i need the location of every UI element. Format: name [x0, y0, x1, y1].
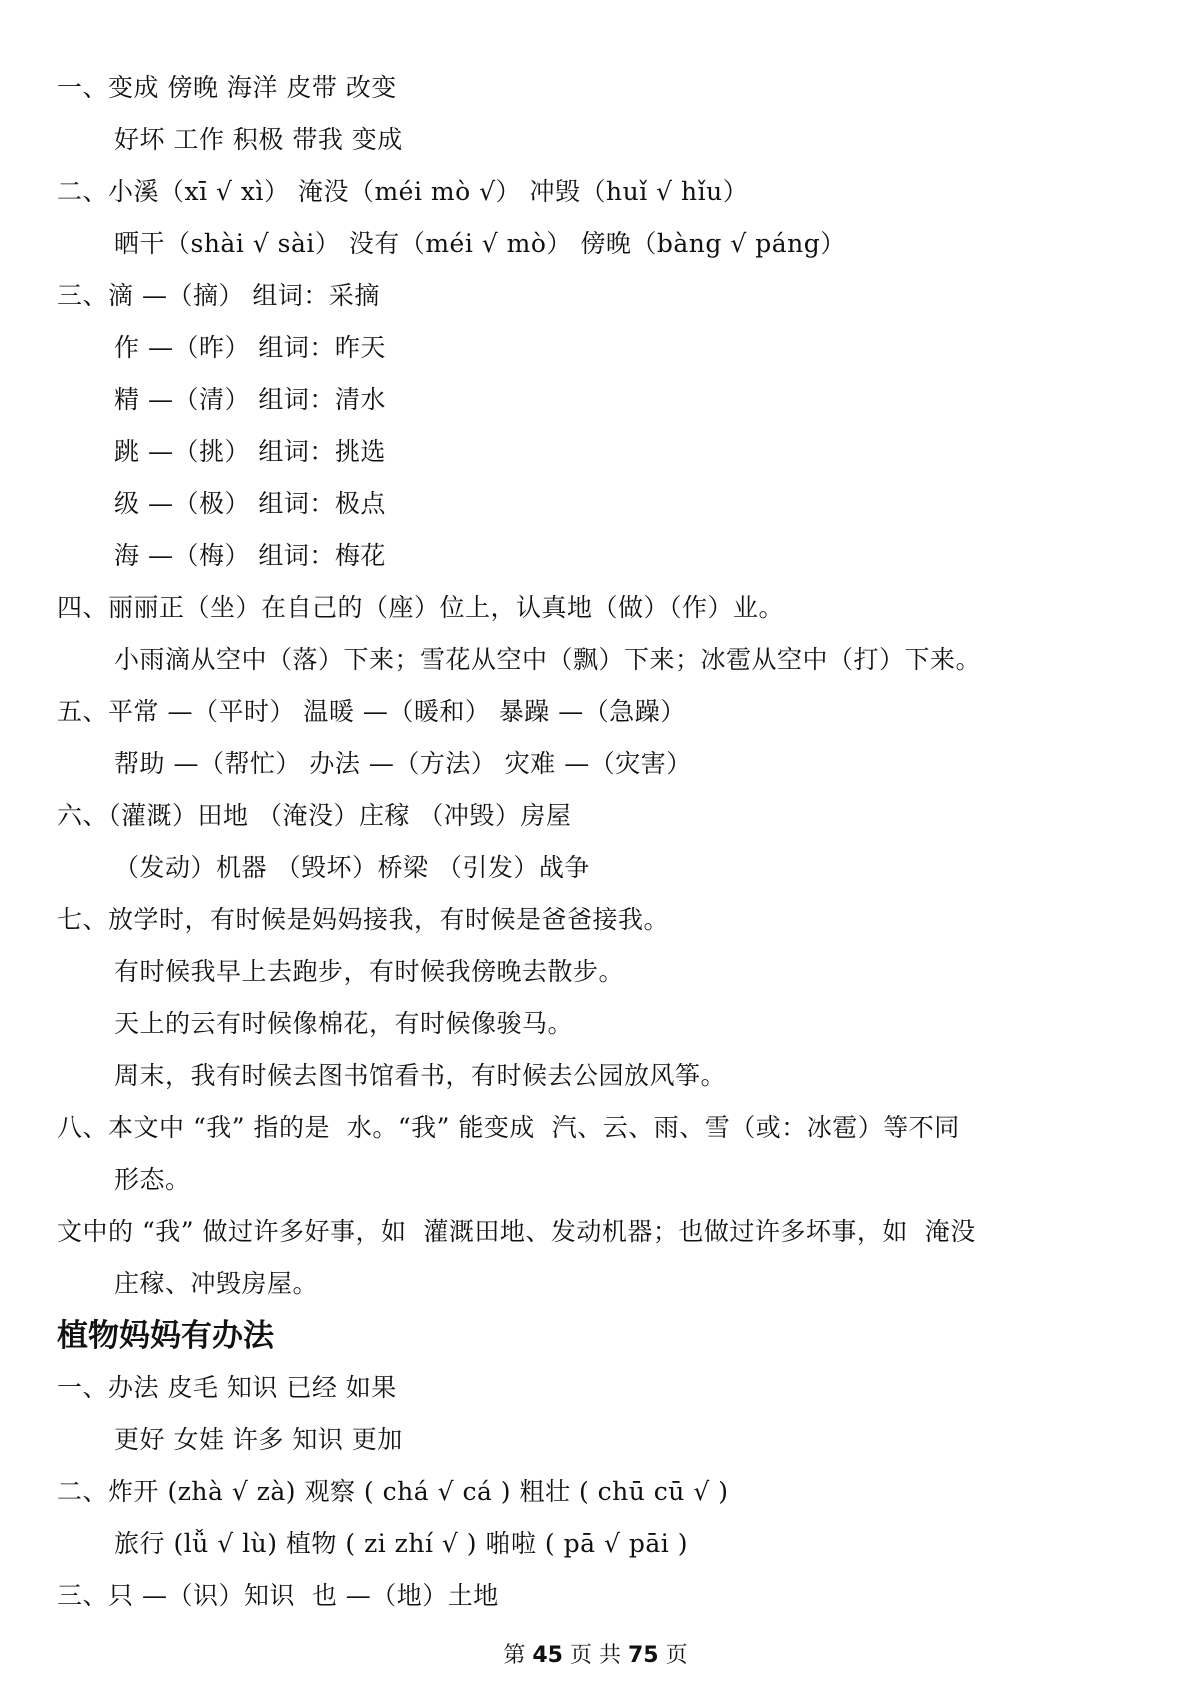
answer-line: 四、丽丽正（坐）在自己的（座）位上，认真地（做）（作）业。 — [57, 593, 785, 622]
section-title: 植物妈妈有办法 — [57, 1318, 274, 1354]
answer-line: 周末，我有时候去图书馆看书，有时候去公园放风筝。 — [114, 1061, 727, 1090]
footer-prefix: 第 — [503, 1643, 533, 1668]
answer-lines-part2 — [57, 1362, 1137, 1622]
answer-line: 作 —（昨） 组词：昨天 — [114, 333, 386, 362]
page-content — [57, 62, 1137, 1622]
answer-line: 文中的 “我” 做过许多好事，如 灌溉田地、发动机器；也做过许多坏事，如 淹没 — [57, 1217, 976, 1246]
answer-line: 一、办法 皮毛 知识 已经 如果 — [57, 1373, 397, 1402]
answer-line: 小雨滴从空中（落）下来；雪花从空中（飘）下来；冰雹从空中（打）下来。 — [114, 645, 982, 674]
answer-line: 精 —（清） 组词：清水 — [114, 385, 386, 414]
answer-line: 海 —（梅） 组词：梅花 — [114, 541, 386, 570]
footer-middle: 页 共 — [563, 1643, 628, 1668]
answer-line: 更好 女娃 许多 知识 更加 — [114, 1425, 403, 1454]
answer-line: 旅行 (lǚ √ lù) 植物 ( zi zhí √ ) 啪啦 ( pā √ pāi ) — [114, 1529, 688, 1558]
answer-line: 晒干（shài √ sài） 没有（méi √ mò） 傍晚（bàng √ páng） — [114, 229, 846, 258]
footer-suffix: 页 — [658, 1643, 688, 1668]
answer-line: 庄稼、冲毁房屋。 — [114, 1269, 319, 1298]
answer-line: 天上的云有时候像棉花，有时候像骏马。 — [114, 1009, 574, 1038]
answer-line: 三、只 —（识）知识 也 —（地）土地 — [57, 1581, 499, 1610]
answer-line: 三、滴 —（摘） 组词：采摘 — [57, 281, 380, 310]
answer-line: 二、小溪（xī √ xì） 淹没（méi mò √） 冲毁（huǐ √ hǐu） — [57, 177, 749, 206]
answer-line: 级 —（极） 组词：极点 — [114, 489, 386, 518]
answer-lines-part1 — [57, 62, 1137, 1310]
page-footer — [0, 1638, 1191, 1669]
answer-line: 五、平常 —（平时） 温暖 —（暖和） 暴躁 —（急躁） — [57, 697, 686, 726]
answer-line: 八、本文中 “我” 指的是 水。“我” 能变成 汽、云、雨、雪（或：冰雹）等不同 — [57, 1113, 960, 1142]
answer-line: 好坏 工作 积极 带我 变成 — [114, 125, 403, 154]
answer-line: 一、变成 傍晚 海洋 皮带 改变 — [57, 73, 397, 102]
answer-line: 形态。 — [114, 1165, 191, 1194]
answer-line: 跳 —（挑） 组词：挑选 — [114, 437, 386, 466]
answer-line: 七、放学时，有时候是妈妈接我，有时候是爸爸接我。 — [57, 905, 670, 934]
answer-line: 六、（灌溉）田地 （淹没）庄稼 （冲毁）房屋 — [57, 801, 572, 830]
answer-line: （发动）机器 （毁坏）桥梁 （引发）战争 — [114, 853, 590, 882]
answer-line: 二、炸开 (zhà √ zà) 观察 ( chá √ cá ) 粗壮 ( chū cū √ ) — [57, 1477, 729, 1506]
answer-line: 有时候我早上去跑步，有时候我傍晚去散步。 — [114, 957, 625, 986]
total-page-number: 75 — [627, 1643, 659, 1668]
current-page-number: 45 — [532, 1643, 563, 1668]
answer-line: 帮助 —（帮忙） 办法 —（方法） 灾难 —（灾害） — [114, 749, 692, 778]
